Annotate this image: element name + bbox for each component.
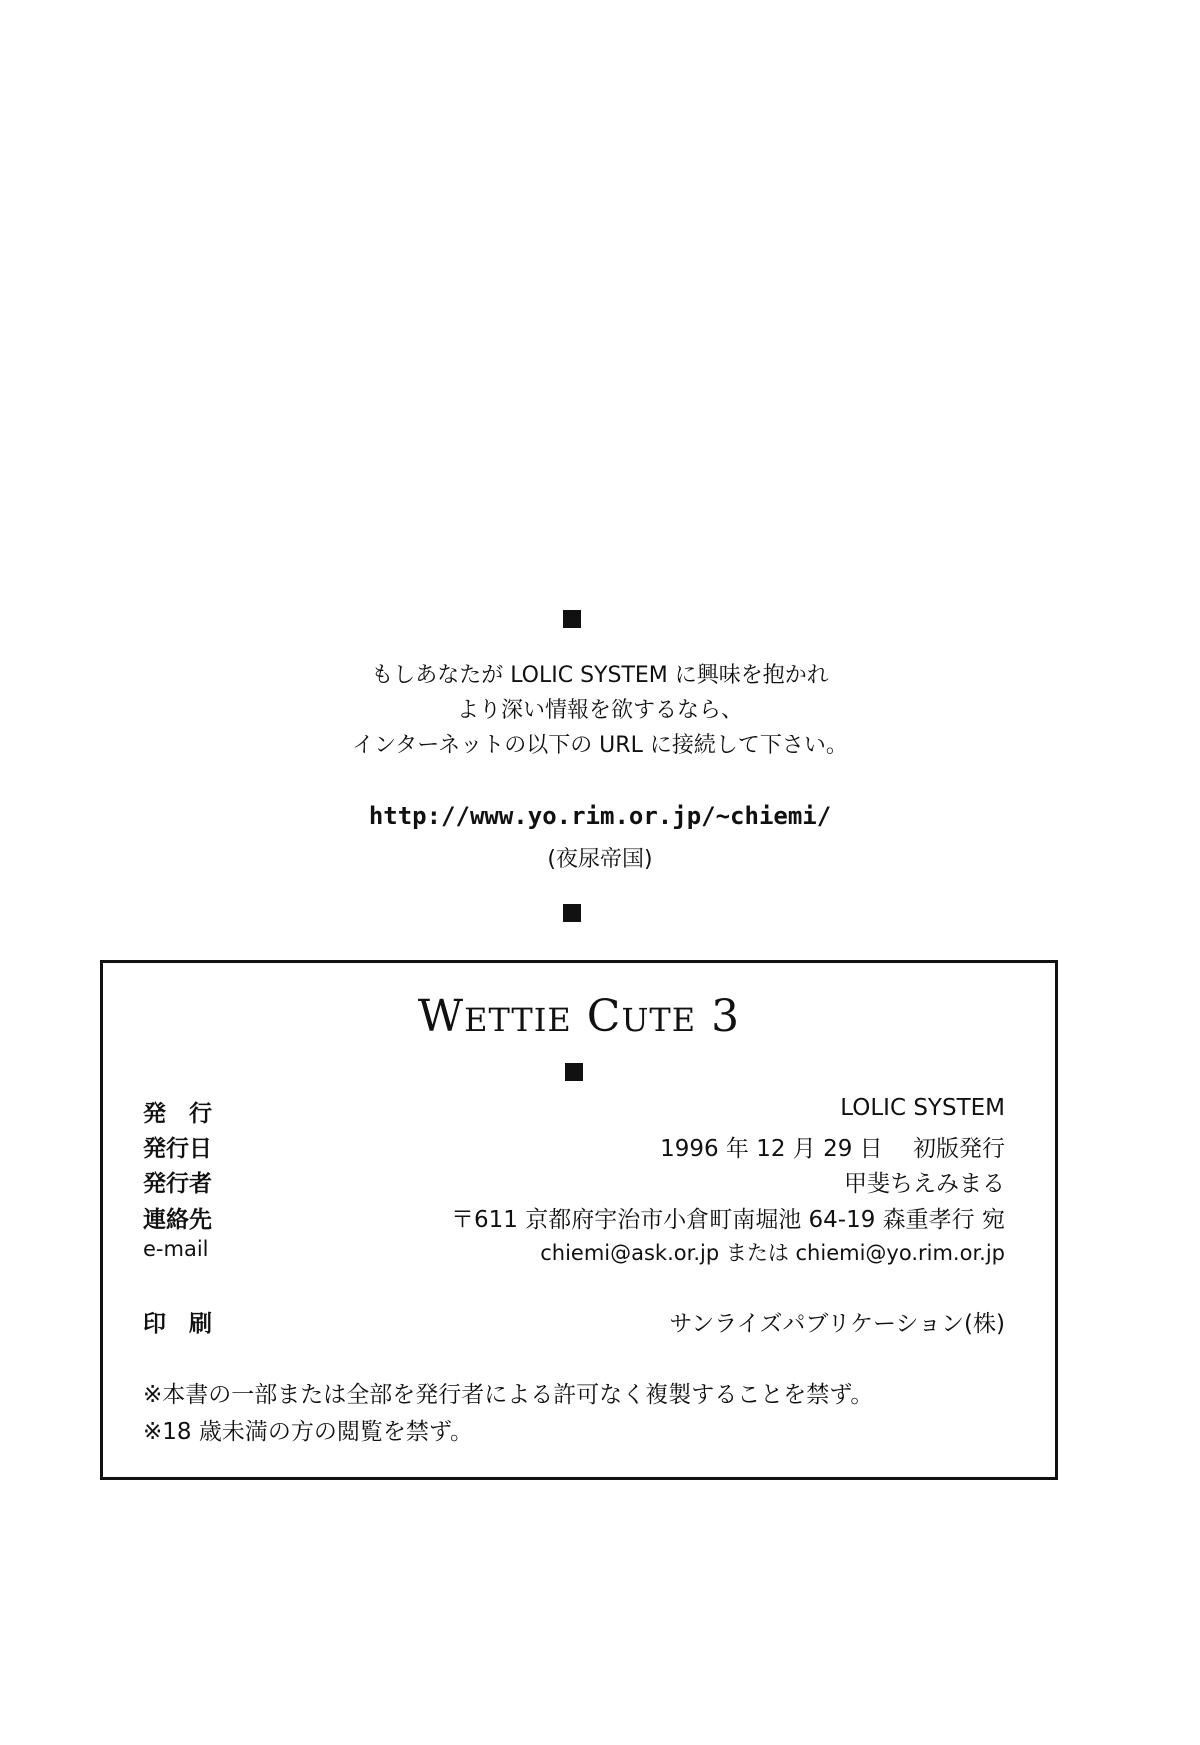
website-caption: (夜尿帝国)	[547, 847, 653, 872]
row-label: e-mail	[143, 1237, 209, 1261]
square-marker-title	[565, 1063, 583, 1081]
website-url: http://www.yo.rim.or.jp/~chiemi/	[368, 802, 832, 830]
row-value: 〒611 京都府宇治市小倉町南堀池 64-19 森重孝行 宛	[451, 1207, 1005, 1233]
age-restriction-notice: ※18 歳未満の方の閲覧を禁ず。	[143, 1419, 474, 1445]
row-email	[143, 1237, 1005, 1271]
row-value: 1996 年 12 月 29 日 初版発行	[660, 1136, 1005, 1162]
square-marker-middle	[563, 904, 581, 922]
copyright-notice: ※本書の一部または全部を発行者による許可なく複製することを禁ず。	[143, 1382, 874, 1408]
square-marker-top	[563, 610, 581, 628]
row-value: chiemi@ask.or.jp または chiemi@yo.rim.or.jp	[540, 1241, 1005, 1265]
intro-line-2: より深い情報を欲するなら、	[456, 698, 743, 723]
row-label: 印 刷	[143, 1311, 212, 1337]
row-label: 発 行	[143, 1101, 212, 1127]
row-value: 甲斐ちえみまる	[844, 1171, 1005, 1197]
row-printer	[143, 1305, 1005, 1339]
intro-line-1: もしあなたが LOLIC SYSTEM に興味を抱かれ	[371, 663, 829, 688]
colophon-box	[100, 960, 1058, 1480]
row-value: サンライズパブリケーション(株)	[669, 1311, 1005, 1337]
row-contact	[143, 1201, 1005, 1235]
row-value: LOLIC SYSTEM	[840, 1095, 1005, 1121]
row-publisher	[143, 1095, 1005, 1129]
row-publish-date	[143, 1130, 1005, 1164]
row-issuer	[143, 1165, 1005, 1199]
book-title: WETTIE CUTE 3	[417, 991, 741, 1042]
row-label: 発行日	[143, 1136, 212, 1162]
intro-line-3: インターネットの以下の URL に接続して下さい。	[352, 733, 848, 758]
row-label: 連絡先	[143, 1207, 212, 1233]
row-label: 発行者	[143, 1171, 212, 1197]
